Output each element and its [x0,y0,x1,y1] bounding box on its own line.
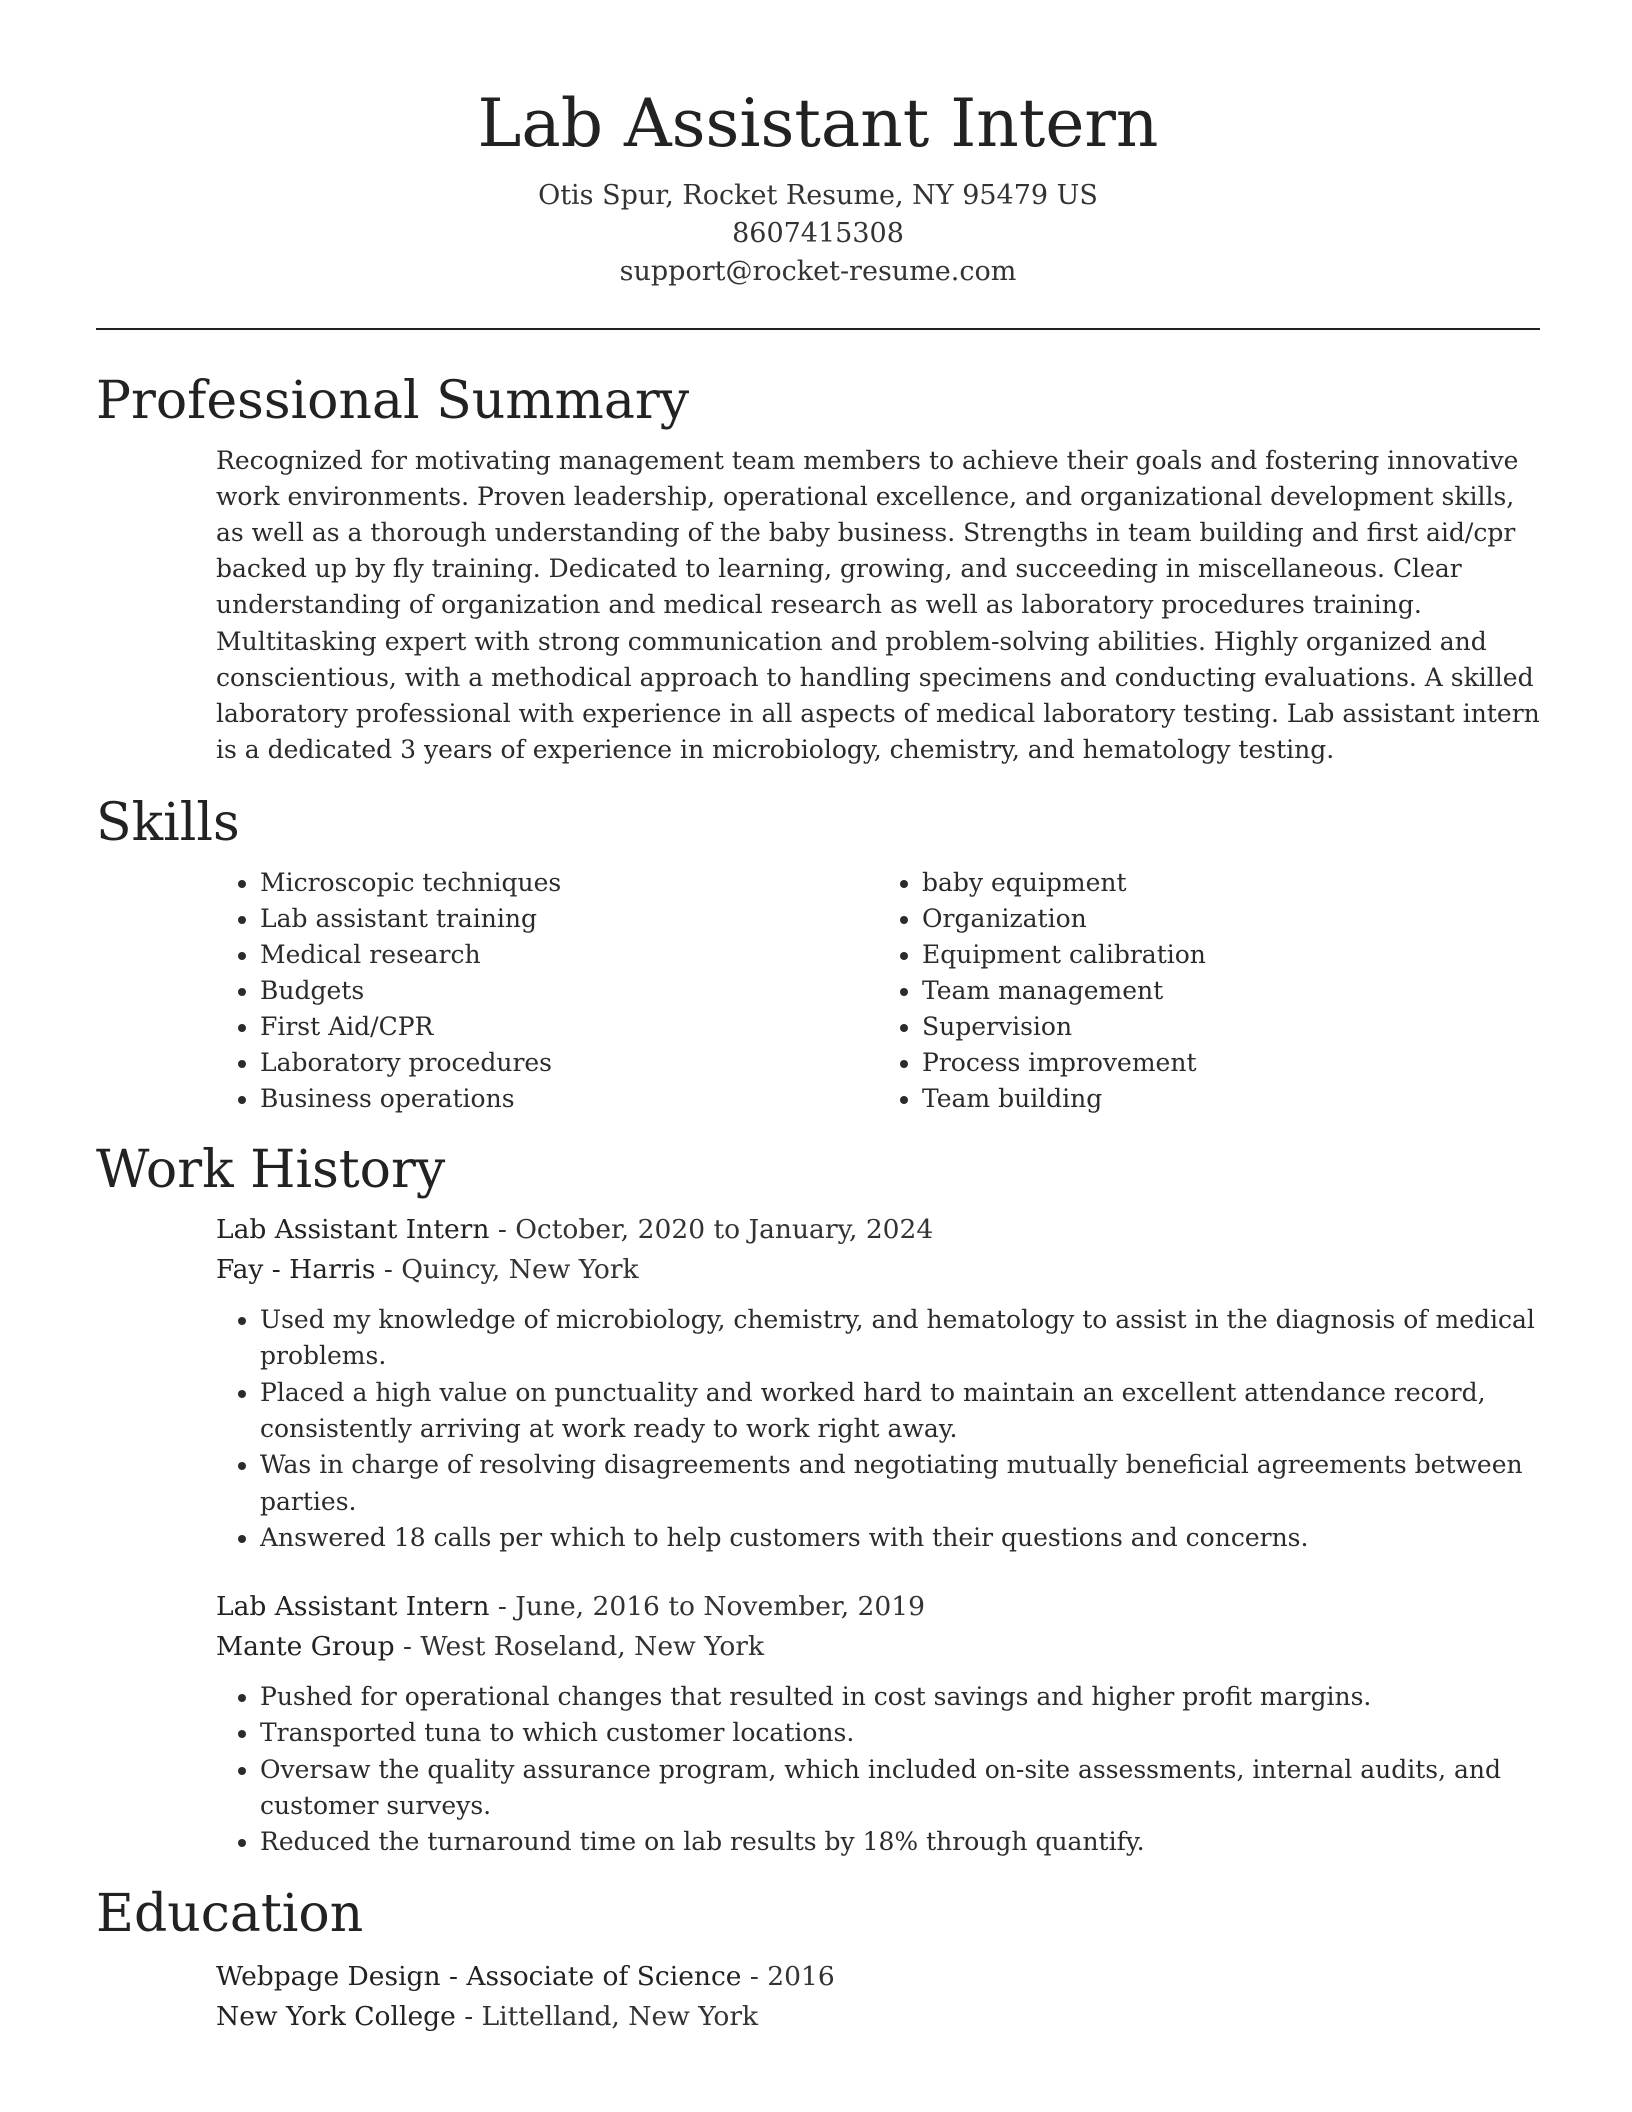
job-bullet: • Used my knowledge of microbiology, chemistry, and hematology to assist in the diagnosis of medical problems. [260,1302,1540,1375]
skill-item: • Budgets [260,973,878,1009]
summary-section [96,370,1540,768]
job-dates: - June, 2016 to November, 2019 [489,1590,925,1622]
degree-line [216,1957,1540,1997]
email: support@rocket-resume.com [619,256,1017,288]
job-bullet: • Transported tuna to which customer locations. [260,1715,1540,1751]
job-company: Mante Group [216,1630,395,1662]
skills-section [96,792,1540,1117]
job-dates: - October, 2020 to January, 2024 [489,1213,934,1245]
resume-header [96,0,1540,291]
summary-text: Recognized for motivating management team members to achieve their goals and fostering innovative work environments. Proven leadership, operational excellence, and organizational development skills, as well as a thorough understanding of the baby business. Strengths in team building and first aid/cpr backed up by fly training. Dedicated to learning, growing, and succeeding in miscellaneous. Clear understanding of organization and medical research as well as laboratory procedures training. Multitasking expert with strong communication and problem-solving abilities. Highly organized and conscientious, with a methodical approach to handling specimens and conducting evaluations. A skilled laboratory professional with experience in all aspects of medical laboratory testing. Lab assistant intern is a dedicated 3 years of experience in microbiology, chemistry, and hematology testing. [216,445,1540,765]
job-bullet: • Reduced the turnaround time on lab results by 18% through quantify. [260,1824,1540,1860]
skills-list-right [878,865,1540,1118]
address: Otis Spur, Rocket Resume, NY 95479 US [538,180,1098,212]
job-position: Lab Assistant Intern [216,1213,490,1245]
job-title-line [216,1210,1540,1250]
skill-item: • Team management [922,973,1540,1009]
job-bullet: • Pushed for operational changes that resulted in cost savings and higher profit margins. [260,1679,1540,1715]
job-bullet: • Was in charge of resolving disagreements and negotiating mutually beneficial agreements between parties. [260,1447,1540,1520]
skills-title: Skills [96,793,240,854]
job-location: - West Roseland, New York [394,1630,764,1662]
header-divider [96,328,1540,330]
skill-item: • Equipment calibration [922,937,1540,973]
skill-item: • First Aid/CPR [260,1009,878,1045]
graduation-year: - 2016 [741,1961,835,1993]
skill-item: • Business operations [260,1081,878,1117]
skill-item: • Lab assistant training [260,901,878,937]
job-position: Lab Assistant Intern [216,1590,490,1622]
work-history-section [96,1139,1540,1860]
skill-item: • Microscopic techniques [260,865,878,901]
phone: 8607415308 [732,218,904,250]
job-bullet: • Oversaw the quality assurance program, which included on-site assessments, internal audits, and customer surveys. [260,1752,1540,1825]
education-entry [216,1957,1540,2037]
summary-title: Professional Summary [96,371,690,432]
skill-item: • Organization [922,901,1540,937]
degree: Webpage Design - Associate of Science [216,1961,742,1993]
school-location: - Littelland, New York [455,2001,759,2033]
candidate-name: Lab Assistant Intern [477,85,1159,162]
job-title-line [216,1587,1540,1627]
job-company-line [216,1250,1540,1290]
work-history-title: Work History [96,1140,446,1201]
skill-item: • Team building [922,1081,1540,1117]
job-bullet: • Answered 18 calls per which to help customers with their questions and concerns. [260,1520,1540,1556]
job-company-line [216,1627,1540,1667]
job-header [216,1587,1540,1667]
job-entry [96,1587,1540,1861]
school-line [216,1997,1540,2037]
job-bullets [216,1679,1540,1861]
skill-item: • Supervision [922,1009,1540,1045]
job-location: - Quincy, New York [375,1253,639,1285]
education-title: Education [96,1883,364,1944]
resume-page [96,0,1540,2037]
skill-item: • baby equipment [922,865,1540,901]
education-section [96,1883,1540,2037]
job-header [216,1210,1540,1290]
skill-item: • Laboratory procedures [260,1045,878,1081]
skill-item: • Medical research [260,937,878,973]
school-name: New York College [216,2001,456,2033]
contact-info [96,177,1540,291]
job-bullet: • Placed a high value on punctuality and worked hard to maintain an excellent attendance record, consistently arriving at work ready to work right away. [260,1375,1540,1448]
skills-list-left [216,865,878,1118]
job-company: Fay - Harris [216,1253,376,1285]
skills-columns [216,865,1540,1118]
job-bullets [216,1302,1540,1557]
job-entry [96,1210,1540,1557]
skill-item: • Process improvement [922,1045,1540,1081]
